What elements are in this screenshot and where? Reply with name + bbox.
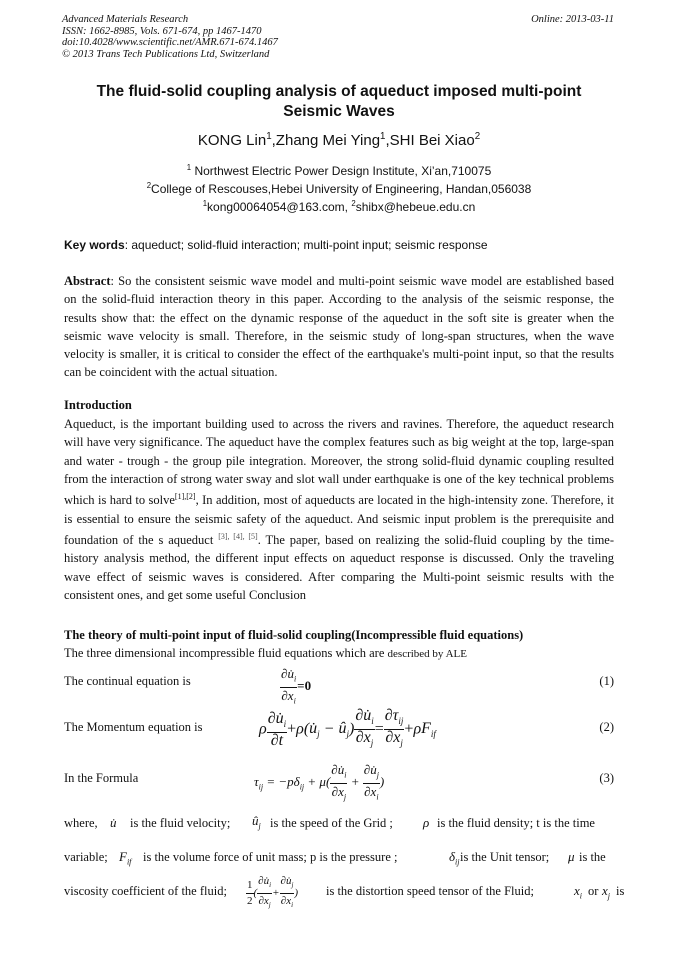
equation-1-row [64, 666, 614, 706]
affiliation-1-sup: 1 [186, 163, 192, 172]
affiliation-2-text: College of Rescouses,Hebei University of Engineering, Handan,056038 [151, 182, 532, 196]
intro-text-1: Aqueduct, is the important building used to across the rivers and ravines. Therefore, the aqueduct research will have very significance. The aqueduct have the complex features such as big weight at the top, large-span and water - trough - the group pile integration. Moreover, the strong solid-fluid dynamic coupling resulted from the interaction of strong water sway and slot wall under earthquake is one of the key technical problems which is hard to solve [64, 417, 614, 508]
email-2[interactable]: shibx@hebeue.edu.cn [355, 200, 476, 214]
keywords [64, 238, 488, 252]
email-2-sup: 2 [351, 199, 356, 208]
equation-3-row [64, 762, 614, 802]
symbol-mu: μ [568, 849, 575, 864]
abstract-label: Abstract [64, 274, 111, 288]
where-1d: is the fluid density; t is the time [437, 816, 595, 830]
author-2-sup: 1 [380, 131, 386, 142]
symbol-delta: $\delta_{ij}$ [449, 849, 460, 867]
symbol-u-hat: $û_j$ [252, 813, 261, 831]
abstract [64, 272, 614, 382]
intro-text-2: , In addition, most of aqueducts are located in the high-intensity zone. Therefore, it is essential to ensure the seismic safety of the aqueduct. And seismic input problem is the prerequisite and foundation of the s aqueduct [64, 493, 614, 548]
symbol-xi: $x_i$ [574, 883, 583, 901]
online-date: Online: 2013-03-11 [531, 14, 614, 25]
author-1: KONG Lin [197, 132, 267, 149]
author-1-sup: 1 [266, 131, 272, 142]
copyright-line: © 2013 Trans Tech Publications Ltd, Switzerland [62, 48, 270, 60]
where-1a: where, [64, 816, 98, 830]
where-1c: is the speed of the Grid ; [270, 816, 393, 830]
symbol-f-if: $F_{if}$ [119, 849, 132, 867]
where-3c: or [588, 884, 599, 898]
email-1[interactable]: kong00064054@163.com, [207, 200, 352, 214]
introduction-heading: Introduction [64, 398, 132, 412]
intro-ref-1: [1],[2] [174, 492, 196, 502]
affiliation-2-sup: 2 [146, 181, 152, 190]
theory-intro [64, 646, 614, 661]
symbol-rho: ρ [423, 815, 430, 830]
introduction-body [64, 415, 614, 604]
theory-heading: The theory of multi-point input of fluid-solid coupling(Incompressible fluid equations) [64, 628, 524, 642]
distortion-tensor: $\frac{1}{2}$ ( $\frac{\partial u̇_i}{\partial x_j}$ + $\frac{\partial u̇_j}{\partial x_i}$ ) [247, 875, 299, 910]
where-2a: variable; [64, 850, 108, 864]
theory-intro-text: The three dimensional incompressible fluid equations which are [64, 646, 388, 660]
equation-3-number: (3) [599, 771, 614, 785]
where-2d: is the [579, 850, 606, 864]
abstract-text: : So the consistent seismic wave model and multi-point seismic wave model are established based on the solid-fluid interaction theory in this paper. According to the analysis of the seismic response, the results show that: the effect on the dynamic response of the aqueduct in the soft site is greater when the seismic wave velocity is small. Therefore, in the seismic study of long-span structures, when the wave velocity is smaller, it is critical to consider the effect of the earthquake's multi-point input, so that the results can be coincident with the actual situation. [64, 274, 614, 380]
affiliation-1-text: Northwest Electric Power Design Institute, Xi’an,710075 [194, 164, 492, 178]
equation-1-label: The continual equation is [64, 674, 191, 688]
equation-3-label: In the Formula [64, 771, 139, 785]
equation-1: $\frac{\partial u̇_i}{\partial x_i}$ =0 [281, 666, 312, 706]
author-3-sup: 2 [474, 131, 481, 142]
issn-line: ISSN: 1662-8985, Vols. 671-674, pp 1467-1470 [62, 25, 262, 37]
equation-2-label: The Momentum equation is [64, 720, 203, 734]
equation-3: $\tau_{ij} = -p\delta_{ij} + \mu$( $\frac{\partial u̇_i}{\partial x_j}$ + $\frac{\partial u̇_j}{\partial x_i}$ ) [254, 762, 385, 802]
keywords-text: : aqueduct; solid-fluid interaction; multi-point input; seismic response [124, 238, 488, 252]
affiliation-1 [62, 164, 616, 178]
intro-ref-2: [3], [4], [5] [218, 531, 258, 541]
intro-text-3: . The paper, based on realizing the solid-fluid coupling by the time-history analysis method, the different input effects on aqueduct response is discussed. Only the traveling wave effect of seismic waves is considered. After comparing the Multi-point seismic results with the consistent ones, and get some useful Conclusion [64, 533, 615, 602]
title-line-1: The fluid-solid coupling analysis of aqueduct imposed multi-point [96, 83, 582, 100]
journal-header [62, 14, 278, 60]
author-3: ,SHI Bei Xiao [385, 132, 475, 149]
where-2c: is the Unit tensor; [460, 850, 550, 864]
author-list [62, 132, 616, 149]
where-3b: is the distortion speed tensor of the Fluid; [326, 884, 534, 898]
affiliation-2 [62, 182, 616, 196]
where-3a: viscosity coefficient of the fluid; [64, 884, 227, 898]
keywords-label: Key words [64, 238, 125, 252]
theory-intro-small: described by ALE [387, 648, 467, 660]
journal-name: Advanced Materials Research [62, 14, 189, 25]
where-2b: is the volume force of unit mass; p is the pressure ; [143, 850, 398, 864]
equation-2-number: (2) [599, 720, 614, 734]
equation-2: ρ $\frac{\partial u̇_i}{\partial t}$ $+\rho(u̇_j$ − $û_j$) $\frac{\partial u̇_i}{\partial x_j}$ = $\frac{\partial\tau_{ij}}{\partial x_j}$ $+\rho F_{if}$ [259, 707, 436, 750]
title-line-2: Seismic Waves [283, 103, 395, 120]
email-1-sup: 1 [202, 199, 208, 208]
doi-line: doi:10.4028/www.scientific.net/AMR.671-674.1467 [62, 37, 278, 48]
paper-title [62, 82, 616, 122]
email-line [62, 200, 616, 214]
where-3d: is [616, 884, 625, 898]
symbol-xj: $x_j$ [602, 883, 611, 901]
where-1b: is the fluid velocity; [130, 816, 231, 830]
equation-2-row [64, 708, 614, 750]
author-2: ,Zhang Mei Ying [271, 132, 381, 149]
equation-1-number: (1) [599, 674, 614, 688]
symbol-u-dot: u̇ [110, 815, 117, 830]
